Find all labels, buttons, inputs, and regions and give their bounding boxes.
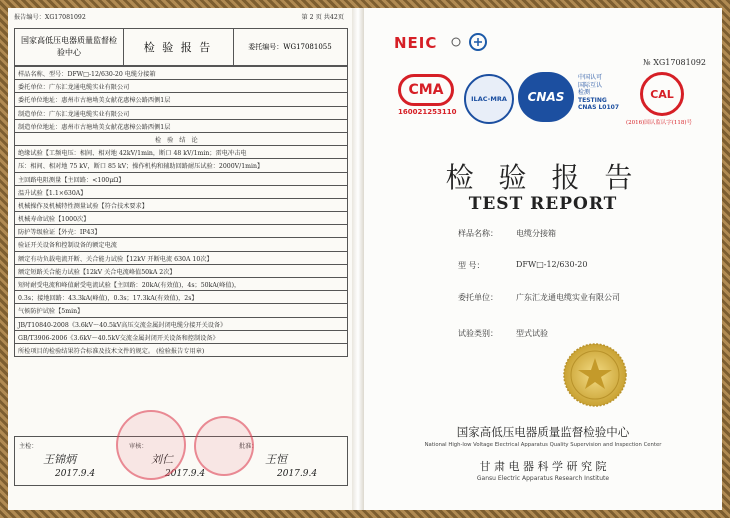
cnas-badge (518, 72, 574, 122)
table-row (15, 146, 347, 159)
gold-seal-icon (562, 342, 628, 408)
table-row-text: 样品名称、型号：DFW□-12/630-20 电缆分接箱 (18, 71, 156, 78)
table-row (15, 173, 347, 186)
cnas-caption: 中国认可 国际互认 检测 TESTING CNAS L0107 (578, 74, 620, 111)
table-row-text: 机械操作及机械特性测量试验【符合技术要求】 (18, 202, 148, 210)
table-row-text: 机械寿命试验【1000次】 (18, 216, 90, 224)
sample-name-value: 电缆分接箱 (516, 229, 556, 238)
table-row-text: 检 验 结 论 (155, 136, 200, 144)
table-row-text: 主回路电阻测量【主回路：<100μΩ】 (18, 176, 125, 184)
table-row-text: 委托单位地址：惠州市古塘坳美女献花惠樟公路西侧1层 (18, 97, 171, 105)
cma-number: 160021253110 (398, 108, 457, 116)
table-row-text: 温升试验【1.1×630A】 (18, 189, 87, 197)
center-name-english: National High-low Voltage Electrical Apparatus Quality Supervision and Inspection Center (424, 442, 662, 448)
model-label: 型 号： (458, 261, 485, 270)
table-row (15, 225, 347, 238)
neic-logo: NEIC (394, 34, 438, 52)
cal-badge (640, 72, 684, 116)
cal-caption: (2016)国认监认字(118)号 (626, 120, 693, 126)
table-row-text: 委托单位：广东汇龙通电缆实业有限公司 (18, 84, 130, 92)
table-row-text: 验证开关设备和控制设备的额定电流 (18, 242, 117, 250)
table-row (15, 120, 347, 133)
table-row (15, 159, 347, 172)
company-mark-icon (448, 32, 488, 52)
red-seal-stamp-2 (194, 416, 254, 476)
cal-label: CAL (650, 87, 674, 101)
table-row (15, 278, 347, 291)
model-value: DFW□-12/630-20 (516, 260, 588, 269)
report-header-table (14, 28, 348, 66)
reviewer-date: 2017.9.4 (165, 469, 206, 479)
table-row (15, 291, 347, 304)
ilac-mra-badge (464, 74, 514, 124)
table-row (15, 318, 347, 331)
table-row (15, 238, 347, 251)
cover-report-number: № XG17081092 (643, 58, 706, 67)
entrust-number: 委托编号：WG17081055 (248, 43, 332, 51)
table-row (15, 133, 347, 146)
cma-label: CMA (408, 82, 444, 98)
cover-title-english: TEST REPORT (468, 194, 618, 214)
table-row (15, 344, 347, 357)
table-row-text: GB/T3906-2006《3.6kV～40.5kV交流金属封闭开关设备和控制设备》 (18, 334, 219, 342)
table-row (15, 199, 347, 212)
table-row-text: 气候防护试验【5min】 (18, 308, 84, 316)
table-row (15, 107, 347, 120)
inspector-label: 主检： (19, 443, 38, 450)
table-row-text: 0.3s；接地回路：43.3kA(峰值)，0.3s；17.3kA(有效值)，2s】 (18, 295, 198, 303)
report-left-page (8, 8, 352, 510)
table-row (15, 186, 347, 199)
page-binding (352, 8, 364, 510)
institute-name-english: Gansu Electric Apparatus Research Institute (476, 475, 610, 482)
client-label: 委托单位： (458, 293, 498, 302)
cover-title-chinese: 检 验 报 告 (445, 161, 641, 194)
table-row (15, 80, 347, 93)
table-row-text: 短时耐受电流和峰值耐受电流试验【主回路：20kA(有效值)，4s；50kA(峰值)， (18, 282, 241, 289)
approver-date: 2017.9.4 (277, 469, 318, 479)
table-row-text: 所检项目的检验结果符合标准及技术文件的规定。 (检验报告专用章) (18, 347, 205, 355)
cma-badge (398, 74, 457, 118)
test-type-value: 型式试验 (516, 329, 548, 338)
test-type-label: 试验类别： (458, 329, 498, 338)
red-seal-stamp (116, 410, 186, 480)
ilac-label: ILAC-MRA (471, 95, 507, 103)
table-row-text: 防护等级验证【外壳：IP43】 (18, 229, 101, 237)
page-indicator: 第 2 页 共42页 (301, 14, 344, 21)
reviewer-label: 审核： (129, 443, 148, 450)
report-title: 检 验 报 告 (143, 41, 213, 54)
table-row-text: 制造单位：广东汇龙通电缆实业有限公司 (18, 110, 130, 118)
approver-label: 批准： (239, 443, 258, 450)
inspector-date: 2017.9.4 (55, 469, 96, 479)
sample-name-label: 样品名称： (458, 229, 498, 238)
table-row (15, 331, 347, 344)
left-report-number: 报告编号：XG17081092 (14, 14, 86, 21)
cnas-label: CNAS (527, 90, 565, 104)
approver-signature: 王恒 (265, 453, 287, 466)
center-name: 国家高低压电器质量监督检验中心 (21, 36, 117, 57)
institute-name-chinese: 甘 肃 电 器 科 学 研 究 院 (479, 460, 607, 473)
table-row-text: 绝缘试验【工频电压：相间、相对地 42kV/1min，断口 48 kV/1min；雷电冲击电 (18, 150, 247, 158)
table-row-text: 制造单位地址：惠州市古塘坳美女献花惠樟公路西侧1层 (18, 123, 171, 131)
report-cover-page (364, 8, 722, 510)
reviewer-signature: 刘仁 (151, 453, 173, 466)
table-row-text: 压：相间、相对地 75 kV，断口 85 kV；操作机构和辅助回路耐压试验：2000V/1min】 (18, 163, 264, 171)
table-row (15, 265, 347, 278)
client-value: 广东汇龙通电缆实业有限公司 (516, 293, 620, 302)
inspector-signature: 王锦炳 (43, 453, 76, 466)
table-row (15, 252, 347, 265)
table-row-text: 额定有功负载电流开断、关合能力试验【12kV 开断电流 630A 10次】 (18, 255, 213, 263)
table-row (15, 93, 347, 106)
table-row (15, 212, 347, 225)
conclusion-table (14, 66, 348, 357)
center-name-chinese: 国家高低压电器质量监督检验中心 (456, 425, 630, 439)
table-row-text: JB/T10840-2008《3.6kV～40.5kV高压交流金属封闭电缆分接开关设备》 (18, 321, 227, 329)
table-row (15, 67, 347, 80)
table-row-text: 额定短路关合能力试验【12kV 关合电流峰值50kA 2次】 (18, 268, 176, 276)
table-row (15, 304, 347, 317)
